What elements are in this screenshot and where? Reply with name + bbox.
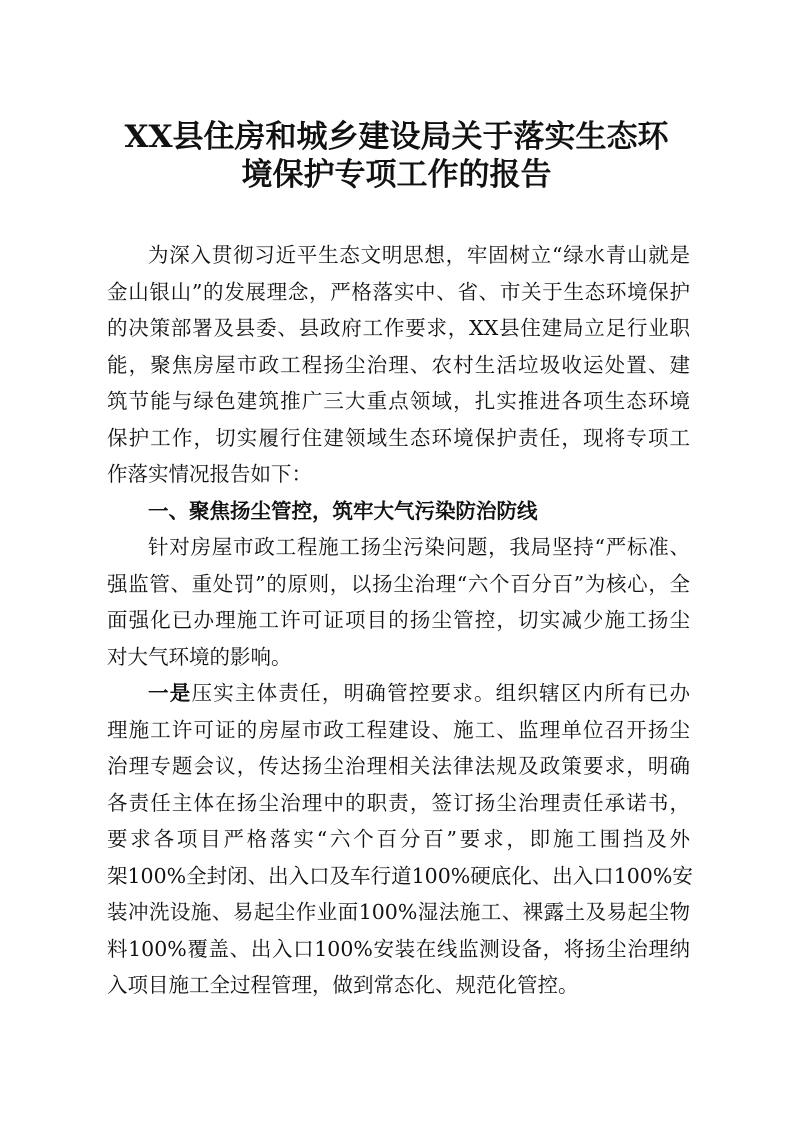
text-line — [107, 639, 690, 676]
text-line — [107, 967, 690, 1004]
text-line — [107, 420, 690, 457]
text-line — [107, 712, 690, 749]
lead-phrase: 一是 — [148, 681, 192, 705]
text-line — [107, 931, 690, 968]
section-heading — [107, 493, 690, 530]
line-text: 要求各项目严格落实“六个百分百”要求，即施工围挡及外 — [107, 827, 690, 851]
title-line-1: XX县住房和城乡建设局关于落实生态环 — [124, 119, 669, 155]
line-text: 料100%覆盖、出入口100%安装在线监测设备，将扬尘治理纳 — [107, 936, 690, 961]
line-text: 保护工作，切实履行住建领域生态环境保护责任，现将专项工 — [107, 425, 690, 450]
text-line — [107, 529, 690, 566]
line-text: 作落实情况报告如下： — [107, 462, 312, 486]
text-line — [107, 675, 690, 712]
text-line — [107, 274, 690, 311]
line-text: 针对房屋市政工程施工扬尘污染问题，我局坚持“严标准、 — [148, 535, 690, 559]
line-text: 面强化已办理施工许可证项目的扬尘管控，切实减少施工扬尘 — [107, 608, 690, 632]
line-text: 入项目施工全过程管理，做到常态化、规范化管控。 — [107, 973, 579, 997]
text-line — [107, 493, 690, 530]
text-line — [107, 785, 690, 822]
paragraph — [107, 529, 690, 675]
line-text: 强监管、重处罚”的原则，以扬尘治理“六个百分百”为核心，全 — [107, 571, 690, 596]
text-line — [107, 456, 690, 493]
text-line — [107, 894, 690, 931]
line-text: 金山银山”的发展理念，严格落实中、省、市关于生态环境保护 — [107, 279, 690, 304]
line-text: 装冲洗设施、易起尘作业面100%湿法施工、裸露土及易起尘物 — [107, 900, 690, 924]
title-line-2: 境保护专项工作的报告 — [241, 157, 552, 193]
text-line — [107, 383, 690, 420]
paragraph — [107, 237, 690, 493]
text-line — [107, 566, 690, 603]
text-line — [107, 237, 690, 274]
line-text: 对大气环境的影响。 — [107, 644, 292, 669]
line-text: 一、聚焦扬尘管控，筑牢大气污染防治防线 — [148, 498, 538, 523]
text-line — [107, 602, 690, 639]
text-line — [107, 858, 693, 895]
line-text: 治理专题会议，传达扬尘治理相关法律法规及政策要求，明确 — [107, 754, 690, 778]
line-text: 架100%全封闭、出入口及车行道100%硬底化、出入口100%安 — [107, 863, 693, 888]
document-body — [107, 237, 693, 1004]
document-title — [100, 118, 693, 194]
line-text: 筑节能与绿色建筑推广三大重点领域，扎实推进各项生态环境 — [107, 389, 690, 413]
text-line — [107, 821, 690, 858]
line-text: 为深入贯彻习近平生态文明思想，牢固树立“绿水青山就是 — [148, 243, 690, 267]
text-line — [107, 310, 690, 347]
line-text: 能，聚焦房屋市政工程扬尘治理、农村生活垃圾收运处置、建 — [107, 352, 690, 377]
text-line — [107, 347, 690, 384]
text-line — [107, 748, 690, 785]
paragraph — [107, 675, 693, 1004]
line-text: 各责任主体在扬尘治理中的职责，签订扬尘治理责任承诺书， — [107, 790, 690, 815]
line-text: 理施工许可证的房屋市政工程建设、施工、监理单位召开扬尘 — [107, 717, 690, 742]
line-text: 的决策部署及县委、县政府工作要求，XX县住建局立足行业职 — [107, 316, 690, 340]
line-text: 压实主体责任，明确管控要求。组织辖区内所有已办 — [191, 681, 691, 705]
